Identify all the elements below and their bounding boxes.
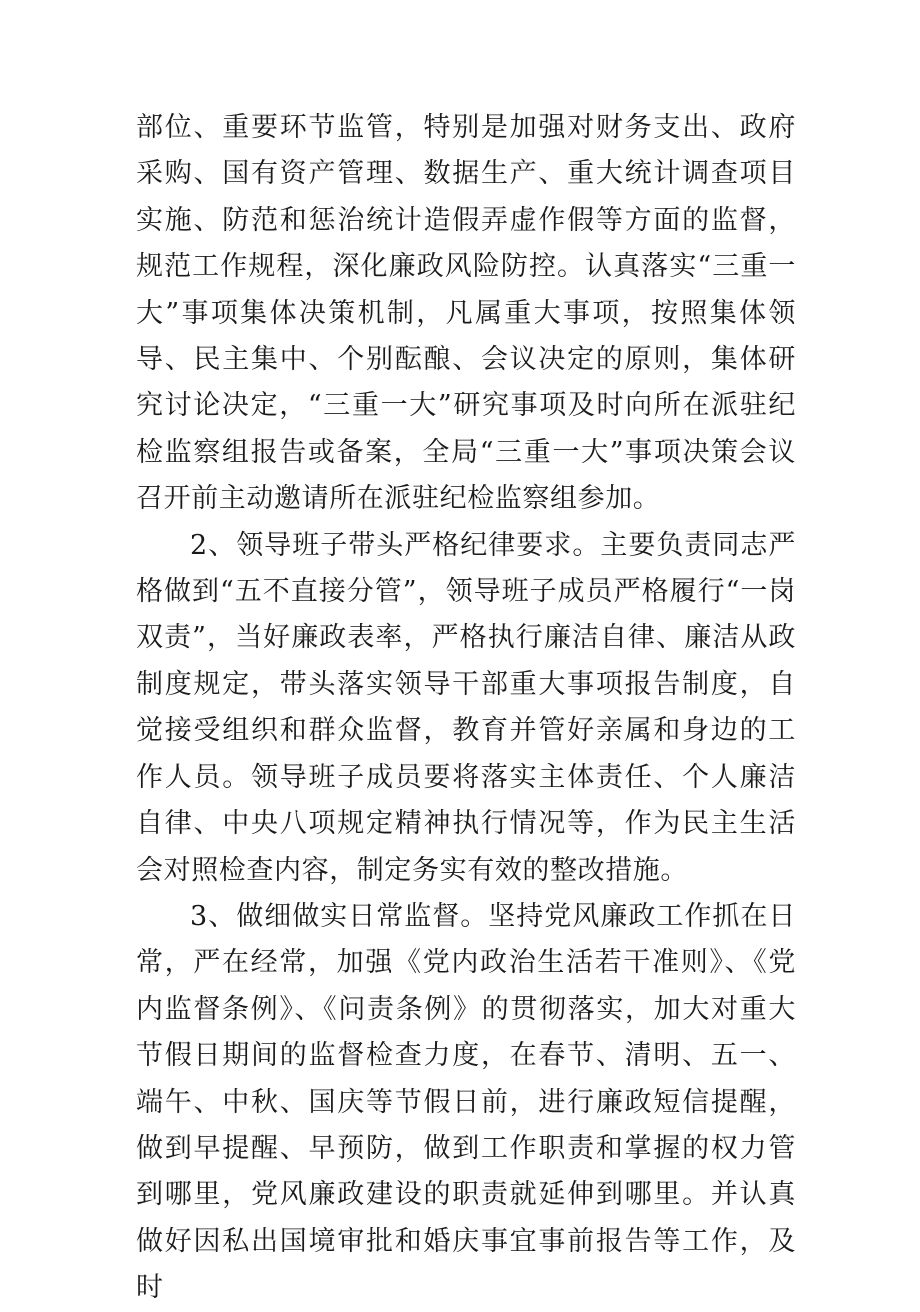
paragraph-continuation: 部位、重要环节监管，特别是加强对财务支出、政府采购、国有资产管理、数据生产、重大统计调查项目实施、防范和惩治统计造假弄虚作假等方面的监督，规范工作规程，深化廉政风险防控。认真落实“三重一大”事项集体决策机制，凡属重大事项，按照集体领导、民主集中、个别酝酿、会议决定的原则，集体研究讨论决定，“三重一大”研究事项及时向所在派驻纪检监察组报告或备案，全局“三重一大”事项决策会议召开前主动邀请所在派驻纪检监察组参加。 <box>136 112 796 515</box>
paragraph-item-2: 2、领导班子带头严格纪律要求。主要负责同志严格做到“五不直接分管”，领导班子成员严格履行“一岗双责”，当好廉政表率，严格执行廉洁自律、廉洁从政制度规定，带头落实领导干部重大事项报告制度，自觉接受组织和群众监督，教育并管好亲属和身边的工作人员。领导班子成员要将落实主体责任、个人廉洁自律、中央八项规定精神执行情况等，作为民主生活会对照检查内容，制定务实有效的整改措施。 <box>136 529 796 886</box>
paragraph-item-3: 3、做细做实日常监督。坚持党风廉政工作抓在日常，严在经常，加强《党内政治生活若干准则》、《党内监督条例》、《问责条例》的贯彻落实，加大对重大节假日期间的监督检查力度，在春节、清明、五一、端午、中秋、国庆等节假日前，进行廉政短信提醒，做到早提醒、早预防，做到工作职责和掌握的权力管到哪里，党风廉政建设的职责就延伸到哪里。并认真做好因私出国境审批和婚庆事宜事前报告等工作，及时 <box>136 900 796 1304</box>
document-body <box>136 105 796 1312</box>
